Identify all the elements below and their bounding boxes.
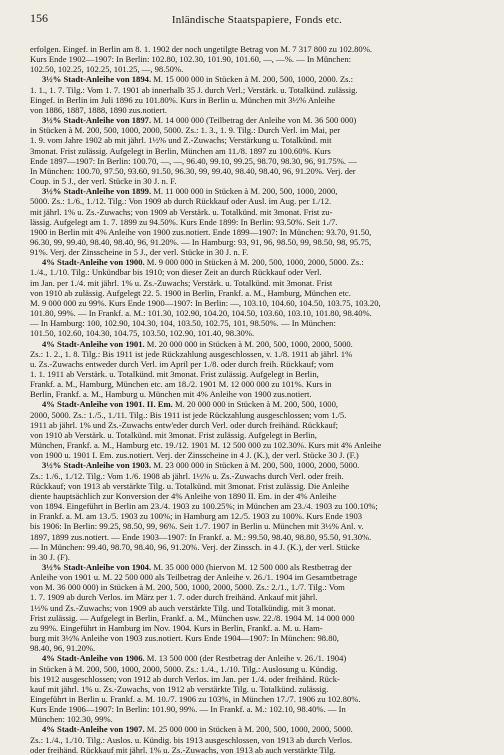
text-line: diente hauptsächlich zur Konversion der 4% Anleihe von 1890 II. Em. in der 4% Anleihe bbox=[30, 490, 337, 501]
text-line: erfolgen. Eingef. in Berlin am 8. 1. 1902 der noch ungetilgte Betrag von M. 7 317 800 zu 102.80%. bbox=[30, 44, 373, 54]
text-line: 3½% Stadt-Anleihe von 1899. M. 11 000 000 in Stücken à M. 200, 500, 1000, 2000, bbox=[42, 186, 338, 197]
text-line: in Frankf. a. M. am 13./5. 1903 zu 100%; in Hamburg am 12./5. 1903 zu 100%. Kurs Ende 1903 bbox=[30, 511, 363, 522]
text-line: 4% Stadt-Anleihe von 1900. M. 9 000 000 in Stücken à M. 200, 500, 1000, 2000, 5000. Zs.: bbox=[42, 257, 364, 268]
text-line: 4% Stadt-Anleihe von 1906. M. 13 500 000 (der Restbetrag der Anleihe v. 26./1. 1904) bbox=[42, 653, 347, 664]
text-line: Eingef. in Berlin im Juli 1896 zu 101.80%. Kurs in Berlin u. München mit 3½% Anleihe bbox=[30, 94, 336, 105]
text-line: 1½% und Zs.-Zuwachs; von 1909 ab auch verstärkte Tilg. und Totalkündig. mit 3 monat. bbox=[30, 602, 336, 613]
text-line: von 1886, 1887, 1888, 1890 zus.notiert. bbox=[30, 104, 168, 115]
page-number: 156 bbox=[30, 11, 48, 25]
text-line: im Jan. per 1./4. mit jährl. 1% u. Zs.-Zuwachs; Verstärk. u. Totalkünd. mit 3monat. Frist bbox=[30, 277, 333, 288]
running-title: Inländische Staatspapiere, Fonds etc. bbox=[171, 14, 343, 26]
text-line: Rückkauf; von 1913 ab verstärkte Tilg. u. Totalkünd. mit 3monat. Frist zulässig. Die Anleihe bbox=[30, 480, 350, 491]
text-line: bis 1906: In Berlin: 99.25, 98.50, 99, 96%. Seit 1./7. 1907 in Berlin u. München mit 3½% Anl. v. bbox=[30, 521, 364, 532]
text-line: 1. 7. 1909 ab durch Verlos. im März per 1. 7. oder durch freihänd. Ankauf mit jährl. bbox=[30, 592, 318, 603]
text-line: 102.50, 102.25, 102.25, 101.25, —, 98.50%. bbox=[30, 64, 184, 75]
text-line: Kurs Ende 1906—1907: In Berlin: 101.90, 99%. — In Frankf. a. M.: 102.10, 98.40%. — In bbox=[30, 704, 346, 715]
text-line: 101.50, 102.60, 104.30, 104.75, 103.50, 102.90, 101.40, 98.30%. bbox=[30, 328, 255, 339]
text-line: von 1910 ab zulässig. Aufgelegt 22. 5. 1900 in Berlin, Frankf. a. M., Hamburg, München etc. bbox=[30, 287, 351, 298]
text-line: Frankf. a. M., Hamburg, München etc. am 18./2. 1901 M. 12 000 000 zu 101%. Kurs in bbox=[30, 379, 332, 390]
body-text bbox=[30, 44, 486, 755]
text-line: 3½% Stadt-Anleihe von 1897. M. 14 000 000 (Teilbetrag der Anleihe von M. 36 500 000) bbox=[42, 115, 357, 126]
text-line: oder freihänd. Rückkauf mit jährl. 1% u. Zs.-Zuwachs, von 1913 ab auch verstärkte Tilg. bbox=[30, 744, 336, 755]
loan-title: 4% Stadt-Anleihe von 1901. II. Em. bbox=[42, 399, 173, 410]
loan-title: 3½% Stadt-Anleihe von 1904. bbox=[42, 561, 152, 572]
text-line: Eingeführt in Berlin u. Frankf. a. M. 10./7. 1906 zu 103%, in München 17./7. 1906 zu 102.80%. bbox=[30, 694, 361, 704]
page-header bbox=[30, 10, 484, 26]
text-line: von 1894. Eingeführt in Berlin am 23./4. 1903 zu 100.25%; in München am 23./4. 1903 zu 100.10%; bbox=[30, 501, 378, 512]
text-line: von M. 36 000 000) in Stücken à M. 200, 500, 1000, 2000, 5000. Zs.: 2./1., 1./7. Tilg.: Vom bbox=[30, 582, 345, 593]
text-line: Anleihe von 1901 u. M. 22 500 000 als Teilbetrag der Anleihe v. 26./1. 1904 im Gesamtbetrage bbox=[30, 572, 358, 583]
text-line: 1. 1. 1911 ab Verstärk. u. Totalkünd. mit 3monat. Frist zulässig. Aufgelegt in Berlin, bbox=[30, 369, 319, 379]
text-line: Kurs Ende 1902—1907: In Berlin: 102.80, 102.30, 101.90, 101.60, —, —%. — In München: bbox=[30, 54, 352, 65]
text-line: u. Zs.-Zuwachs entweder durch Verl. im April per 1./8. oder durch freih. Rückkauf; vom bbox=[30, 358, 334, 369]
text-line: 4% Stadt-Anleihe von 1901. M. 20 000 000 in Stücken à M. 200, 500, 1000, 2000, 5000. bbox=[42, 338, 353, 349]
text-line: 96.30, 99, 99.40, 98.40, 98.40, 96, 91.20%. — In Hamburg: 93, 91, 96, 98.50, 99, 98.50, 98, 95.75, bbox=[30, 236, 372, 247]
text-line: 5000. Zs.: 1./6., 1./12. Tilg.: Von 1909 ab durch Rückkauf oder Ausl. im Aug. per 1./12. bbox=[30, 196, 332, 207]
text-line: München: 102.30, 99%. bbox=[30, 714, 113, 725]
loan-title: 3½% Stadt-Anleihe von 1903. bbox=[42, 460, 152, 471]
text-line: 1911 ab jährl. 1% und Zs.-Zuwachs entw'eder durch Verl. oder durch freihänd. Rückkauf; bbox=[30, 419, 338, 430]
text-line: 3½% Stadt-Anleihe von 1904. M. 35 000 000 (hiervon M. 12 500 000 als Restbetrag der bbox=[42, 561, 352, 572]
text-line: M. 9 000 000 zu 99%. Kurs Ende 1900—1907: In Berlin: —, 103.10, 104.60, 104.50, 103.75, 103.20, bbox=[30, 297, 381, 308]
loan-title: 3½% Stadt-Anleihe von 1899. bbox=[42, 186, 152, 197]
text-line: kauf mit jährl. 1% u. Zs.-Zuwachs, von 1912 ab verstärkte Tilg. u. Totalkünd. zulässig. bbox=[30, 683, 329, 694]
text-line: 1. 9. vom Jahre 1902 ab mit jährl. 1½% und Z.-Zuwachs; Verstärkung u. Totalkünd. mit bbox=[30, 135, 332, 146]
loan-title: 4% Stadt-Anleihe von 1907. bbox=[42, 724, 145, 735]
loan-title: 4% Stadt-Anleihe von 1906. bbox=[42, 653, 145, 664]
text-line: 1897, 1899 zus.notiert. — Ende 1903—1907: In Frankf. a. M.: 99.50, 98.40, 98.80, 95.50, 91.30%. bbox=[30, 531, 372, 542]
text-line: 1900 in Berlin mit 4% Anleihe von 1900 zus.notiert. Ende 1899—1907: In München: 93.70, 91.50, bbox=[30, 226, 372, 237]
text-line: in 30 J. (F). bbox=[30, 551, 70, 562]
text-line: 98.40, 96, 91.20%. bbox=[30, 643, 96, 654]
text-line: burg mit 3½% Anleihe von 1903 zus.notiert. Kurs Ende 1904—1907: In München: 98.80, bbox=[30, 633, 339, 644]
text-line: von 1900 u. 1901 I. Em. zus.notiert. Verj. der Zinsscheine in 4 J. (K.), der verl. Stücke 30 J. (F.) bbox=[30, 450, 359, 461]
loan-title: 3½% Stadt-Anleihe von 1897. bbox=[42, 115, 152, 126]
text-line: 3monat. Frist zulässig. Aufgelegt in Berlin, München am 11./8. 1897 zu 100.60%. Kurs bbox=[30, 145, 331, 156]
loan-title: 4% Stadt-Anleihe von 1900. bbox=[42, 257, 145, 268]
loan-title: 4% Stadt-Anleihe von 1901. bbox=[42, 338, 145, 349]
text-line: lässig. Aufgelegt am 1. 7. 1899 zu 94.50%. Kurs Ende 1899: In Berlin: 93.50%. Seit 1./7. bbox=[30, 216, 338, 227]
text-line: Zs.: 1./6., 1./12. Tilg.: Vom 1./6. 1908 ab jährl. 1½% u. Zs.-Zuwachs durch Verl. oder freih. bbox=[30, 470, 344, 481]
text-line: Zs.: 1. 2., 1. 8. Tilg.: Bis 1911 ist jede Rückzahlung ausgeschlossen, v. 1./8. 1911 ab jährl. 1% bbox=[30, 348, 353, 359]
text-line: in Stücken à M. 200, 500, 1000, 2000, 5000. Zs.: 1./4., 1./10. Tilg.: Auslosung u. Kündig. bbox=[30, 663, 338, 674]
text-line: Coup. in 5 J., der verl. Stücke in 30 J. n. F. bbox=[30, 176, 177, 187]
text-line: In München: 100.70, 97.50, 93.60, 91.50, 96.30, 99, 99.40, 98.40, 98.40, 96, 91.20%. Verj. der bbox=[30, 165, 356, 176]
text-line: 3½% Stadt-Anleihe von 1903. M. 23 000 000 in Stücken à M. 200, 500, 1000, 2000, 5000. bbox=[42, 460, 360, 471]
text-line: Ende 1897—1907: In Berlin: 100.70, —, —, 96.40, 99.10, 99.25, 98.70, 98.30, 96, 91.75%. — bbox=[30, 155, 357, 166]
text-line: zu 99%. Eingeführt in Hamburg im Nov. 1904. Kurs in Berlin, Frankf. a. M. u. Ham- bbox=[30, 622, 323, 633]
text-line: 4% Stadt-Anleihe von 1901. II. Em. M. 20 000 000 in Stücken à M. 200, 500, 1000, bbox=[42, 399, 339, 410]
text-line: mit jährl. 1% u. Zs.-Zuwachs; von 1909 ab Verstärk. u. Totalkünd. mit 3monat. Frist zu- bbox=[30, 206, 333, 217]
text-line: 4% Stadt-Anleihe von 1907. M. 25 000 000 in Stücken à M. 200, 500, 1000, 2000, 5000. bbox=[42, 724, 353, 735]
text-line: 101.80, 99%. — In Frankf. a. M.: 101.30, 102.90, 104.20, 104.50, 103.60, 103.10, 101.80, 98.40%. bbox=[30, 308, 372, 319]
text-line: 3½% Stadt-Anleihe von 1894. M. 15 000 000 in Stücken à M. 200, 500, 1000, 2000. Zs.: bbox=[42, 74, 354, 85]
text-line: Frist zulässig. — Aufgelegt in Berlin, Frankf. a. M., München usw. 22./8. 1904 M. 14 000 000 bbox=[30, 612, 355, 623]
text-line: Berlin, Frankf. a. M., Hamburg u. München mit 4% Anleihe von 1900 zus.notiert. bbox=[30, 389, 312, 400]
text-line: 2000, 5000. Zs.: 1./5., 1./11. Tilg.: Bis 1911 ist jede Rückzahlung ausgeschlossen; vom 1./5. bbox=[30, 409, 347, 420]
loan-title: 3½% Stadt-Anleihe von 1894. bbox=[42, 74, 152, 85]
text-line: Zs.: 1./4., 1./10. Tilg.: Auslos. u. Kündig. bis 1913 ausgeschlossen, von 1913 ab durch Verlos. bbox=[30, 734, 353, 745]
text-line: München, Frankf. a. M., Hamburg etc. 19./12. 1901 M. 12 500 000 zu 102.30%. Kurs mit 4% Anleihe bbox=[30, 440, 382, 451]
text-line: bis 1912 ausgeschlossen; von 1912 ab durch Verlos. im Jan. per 1./4. oder freihänd. Rück- bbox=[30, 673, 340, 684]
text-line: — In München: 99.40, 98.70, 98.40, 96, 91.20%. Verj. der Zinssch. in 4 J. (K.), der verl. Stücke bbox=[30, 541, 360, 552]
text-line: 91%. Verj. der Zinsscheine in 5 J., der verl. Stücke in 30 J. n. F. bbox=[30, 247, 249, 258]
text-line: 1. 1., 1. 7. Tilg.: Vom 1. 7. 1901 ab innerhalb 35 J. durch Verl.; Verstärk. u. Totalkünd. zulässig. bbox=[30, 84, 358, 95]
text-line: in Stücken à M. 200, 500, 1000, 2000, 5000. Zs.: 1. 3., 1. 9. Tilg.: Durch Verl. im Mai, per bbox=[30, 125, 341, 136]
text-line: — In Hamburg: 100, 102.90, 104.30, 104, 103.50, 102.75, 101, 98.50%. — In München: bbox=[30, 318, 336, 329]
text-line: von 1910 ab Verstärk. u. Totalkünd. mit 3monat. Frist zulässig. Aufgelegt in Berlin, bbox=[30, 429, 317, 440]
text-line: 1./4., 1./10. Tilg.: Unkündbar bis 1910; von dieser Zeit an durch Rückkauf oder Verl. bbox=[30, 267, 322, 278]
